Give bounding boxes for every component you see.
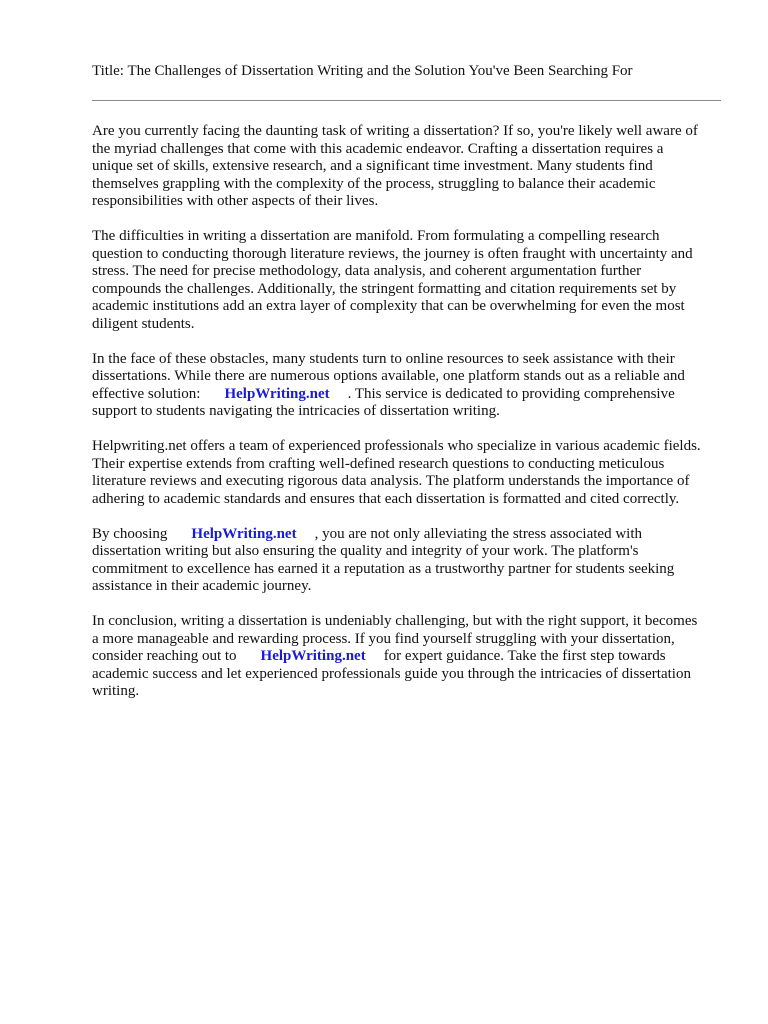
text-line: diligent students. — [92, 315, 195, 332]
text-line: stress. The need for precise methodology, data analysis, and coherent argumentation further — [92, 263, 642, 279]
text-line: themselves grappling with the complexity of the process, struggling to balance their academic — [92, 175, 656, 192]
paragraph-solution — [92, 351, 732, 421]
text-line: a more manageable and rewarding process. If you find yourself struggling with your dissertation, — [92, 630, 675, 647]
paragraph-conclusion — [92, 613, 732, 701]
text-before-link: By choosing — [92, 525, 168, 542]
text-line-with-link — [92, 648, 732, 666]
text-after-link: . This service is dedicated to providing comprehensive — [347, 385, 675, 402]
helpwriting-link[interactable]: HelpWriting.net — [191, 525, 297, 542]
text-line: responsibilities with other aspects of their lives. — [92, 193, 379, 209]
paragraph-difficulties — [92, 228, 732, 333]
text-line: dissertations. While there are numerous options available, one platform stands out as a reliable and — [92, 368, 685, 384]
text-line: support to students navigating the intricacies of dissertation writing. — [92, 403, 500, 419]
text-line: academic success and let experienced professionals guide you through the intricacies of dissertation — [92, 665, 691, 682]
text-line-with-link — [92, 386, 732, 404]
text-line: compounds the challenges. Additionally, the stringent formatting and citation requirements set by — [92, 280, 677, 297]
text-line: literature reviews and executing rigorous data analysis. The platform understands the importance of — [92, 473, 690, 489]
text-line: dissertation writing but also ensuring the quality and integrity of your work. The platform's — [92, 543, 639, 559]
text-line: unique set of skills, extensive research, and a significant time investment. Many students find — [92, 158, 653, 174]
text-line: academic institutions add an extra layer of complexity that can be overwhelming for even the most — [92, 298, 685, 314]
text-line: commitment to excellence has earned it a reputation as a trustworthy partner for students seeking — [92, 560, 675, 577]
text-line: Helpwriting.net offers a team of experienced professionals who specialize in various academic fields. — [92, 438, 701, 454]
paragraph-intro — [92, 123, 732, 211]
document-title: Title: The Challenges of Dissertation Writing and the Solution You've Been Searching For — [92, 63, 633, 79]
title-divider — [92, 100, 721, 101]
text-line: In conclusion, writing a dissertation is undeniably challenging, but with the right support, it becomes — [92, 613, 698, 629]
text-line: Are you currently facing the daunting task of writing a dissertation? If so, you're likely well aware of — [92, 123, 698, 139]
document-body — [92, 123, 732, 718]
text-before-link: consider reaching out to — [92, 648, 237, 664]
text-line: writing. — [92, 683, 140, 699]
text-after-link: , you are not only alleviating the stress associated with — [314, 525, 642, 542]
text-line: the myriad challenges that come with this academic endeavor. Crafting a dissertation requires a — [92, 140, 664, 157]
text-line: question to conducting thorough literature reviews, the journey is often fraught with uncertainty and — [92, 245, 693, 262]
text-line: Their expertise extends from crafting well-defined research questions to conducting meticulous — [92, 455, 665, 472]
text-line: assistance in their academic journey. — [92, 578, 312, 594]
paragraph-choosing — [92, 526, 732, 596]
text-line: The difficulties in writing a dissertation are manifold. From formulating a compelling research — [92, 228, 660, 244]
text-line: In the face of these obstacles, many students turn to online resources to seek assistance with their — [92, 350, 675, 367]
text-before-link: effective solution: — [92, 385, 201, 402]
text-line-with-link — [92, 526, 732, 544]
helpwriting-link[interactable]: HelpWriting.net — [260, 648, 366, 664]
paragraph-offer — [92, 438, 732, 508]
text-after-link: for expert guidance. Take the first step towards — [383, 648, 666, 664]
text-line: adhering to academic standards and ensures that each dissertation is formatted and cited correctly. — [92, 490, 680, 507]
helpwriting-link[interactable]: HelpWriting.net — [224, 385, 330, 402]
